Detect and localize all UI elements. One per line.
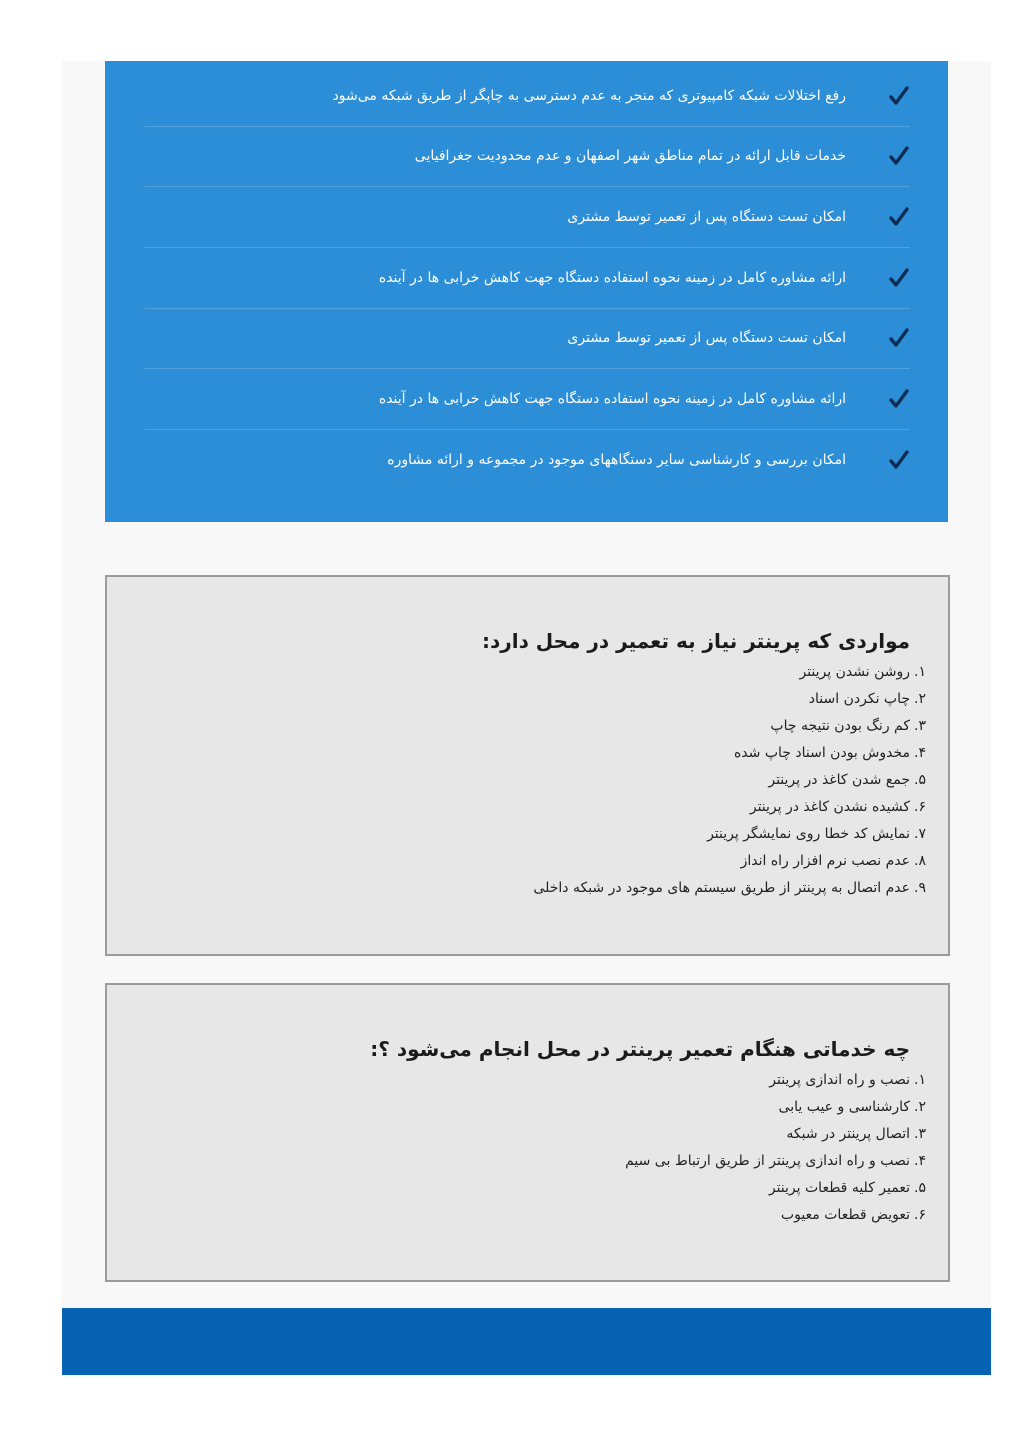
feature-text: امکان تست دستگاه پس از تعمیر توسط مشتری bbox=[567, 330, 846, 346]
feature-item bbox=[145, 369, 910, 430]
list-item: ۲. کارشناسی و عیب یابی bbox=[778, 1099, 926, 1115]
feature-item bbox=[145, 430, 910, 490]
list-item: ۶. تعویض قطعات معیوب bbox=[780, 1207, 926, 1223]
list-item: ۲. چاپ نکردن اسناد bbox=[808, 691, 926, 707]
list-item: ۶. کشیده نشدن کاغذ در پرینتر bbox=[749, 799, 926, 815]
onsite-repair-title: مواردی که پرینتر نیاز به تعمیر در محل دارد: bbox=[481, 629, 910, 653]
list-item: ۱. روشن نشدن پرینتر bbox=[799, 664, 926, 680]
list-item: ۵. تعمیر کلیه قطعات پرینتر bbox=[768, 1180, 926, 1196]
onsite-repair-box bbox=[105, 575, 950, 956]
feature-text: امکان بررسی و کارشناسی سایر دستگاههای موجود در مجموعه و ارائه مشاوره bbox=[387, 452, 846, 468]
feature-item bbox=[145, 126, 910, 187]
list-item: ۱. نصب و راه اندازی پرینتر bbox=[769, 1072, 926, 1088]
services-box bbox=[105, 983, 950, 1282]
feature-item bbox=[145, 248, 910, 309]
onsite-repair-list bbox=[533, 659, 926, 902]
list-item: ۳. کم رنگ بودن نتیجه چاپ bbox=[770, 718, 926, 734]
list-item: ۳. اتصال پرینتر در شبکه bbox=[786, 1126, 926, 1142]
checkmark-icon bbox=[888, 206, 910, 228]
feature-item bbox=[145, 66, 910, 127]
feature-item bbox=[145, 308, 910, 369]
list-item: ۴. نصب و راه اندازی پرینتر از طریق ارتباط بی سیم bbox=[625, 1153, 926, 1169]
feature-text: خدمات قابل ارائه در تمام مناطق شهر اصفهان و عدم محدودیت جغرافیایی bbox=[414, 148, 846, 164]
features-panel bbox=[105, 61, 948, 522]
checkmark-icon bbox=[888, 388, 910, 410]
list-item: ۴. مخدوش بودن اسناد چاپ شده bbox=[733, 745, 926, 761]
feature-text: ارائه مشاوره کامل در زمینه نحوه استفاده دستگاه جهت کاهش خرابی ها در آینده bbox=[378, 391, 846, 407]
checkmark-icon bbox=[888, 145, 910, 167]
list-item: ۵. جمع شدن کاغذ در پرینتر bbox=[768, 772, 926, 788]
services-title: چه خدماتی هنگام تعمیر پرینتر در محل انجام می‌شود ؟: bbox=[370, 1037, 910, 1061]
feature-item bbox=[145, 187, 910, 248]
feature-text: رفع اختلالات شبکه کامپیوتری که منجر به عدم دسترسی به چاپگر از طریق شبکه می‌شود bbox=[332, 88, 846, 104]
checkmark-icon bbox=[888, 267, 910, 289]
services-list bbox=[625, 1067, 926, 1229]
checkmark-icon bbox=[888, 85, 910, 107]
checkmark-icon bbox=[888, 449, 910, 471]
checkmark-icon bbox=[888, 327, 910, 349]
list-item: ۸. عدم نصب نرم افزار راه انداز bbox=[740, 853, 926, 869]
page-container bbox=[62, 61, 991, 1375]
feature-text: امکان تست دستگاه پس از تعمیر توسط مشتری bbox=[567, 209, 846, 225]
feature-text: ارائه مشاوره کامل در زمینه نحوه استفاده دستگاه جهت کاهش خرابی ها در آینده bbox=[378, 270, 846, 286]
list-item: ۷. نمایش کد خطا روی نمایشگر پرینتر bbox=[707, 826, 926, 842]
footer-bar bbox=[62, 1308, 991, 1375]
list-item: ۹. عدم اتصال به پرینتر از طریق سیستم های موجود در شبکه داخلی bbox=[533, 880, 926, 896]
